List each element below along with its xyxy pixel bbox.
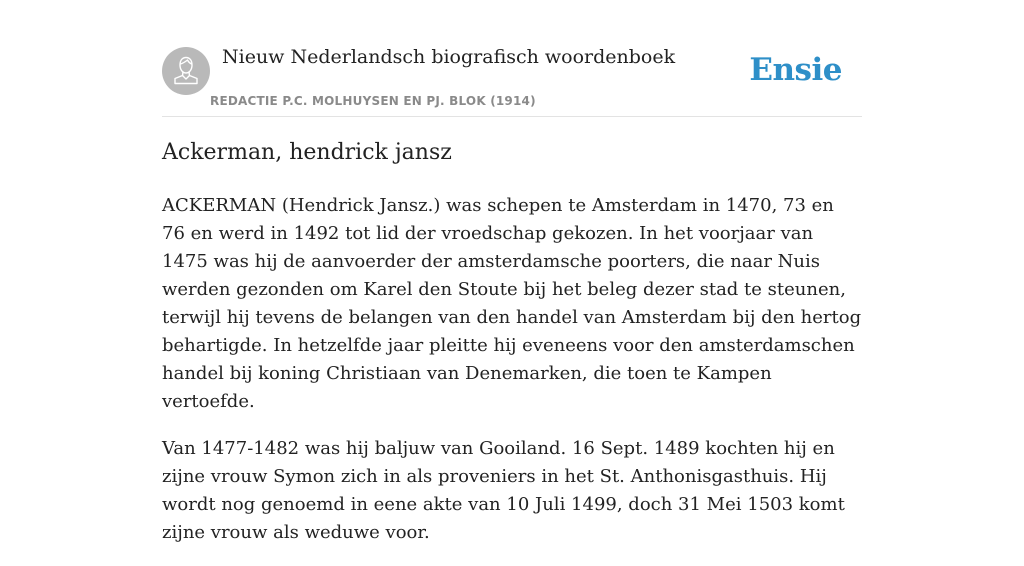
article-paragraph: Van 1477-1482 was hij baljuw van Gooiland. 16 Sept. 1489 kochten hij en zijne vrouw Symon zich in als proveniers in het St. Anthonisgasthuis. Hij wordt nog genoemd in eene akte van 10 Juli 1499, doch 31 Mei 1503 komt zijne vrouw als weduwe voor. — [162, 438, 845, 543]
book-subtitle: REDACTIE P.C. MOLHUYSEN EN PJ. BLOK (1914) — [210, 94, 536, 108]
header — [162, 46, 862, 117]
book-title[interactable]: Nieuw Nederlandsch biografisch woordenboek — [222, 46, 676, 68]
ensie-logo[interactable]: Ensie — [749, 52, 842, 88]
article-title: Ackerman, hendrick jansz — [162, 140, 452, 165]
author-avatar[interactable] — [162, 47, 210, 95]
article-paragraph: ACKERMAN (Hendrick Jansz.) was schepen te Amsterdam in 1470, 73 en 76 en werd in 1492 tot lid der vroedschap gekozen. In het voorjaar van 1475 was hij de aanvoerder der amsterdamsche poorters, die naar Nuis werden gezonden om Karel den Stoute bij het beleg dezer stad te steunen, terwijl hij tevens de belangen van den handel van Amsterdam bij den hertog behartigde. In hetzelfde jaar pleitte hij eveneens voor den amsterdamschen handel bij koning Christiaan van Denemarken, die toen te Kampen vertoefde. — [162, 195, 862, 412]
user-silhouette-icon — [162, 47, 210, 95]
article-body — [162, 192, 862, 566]
